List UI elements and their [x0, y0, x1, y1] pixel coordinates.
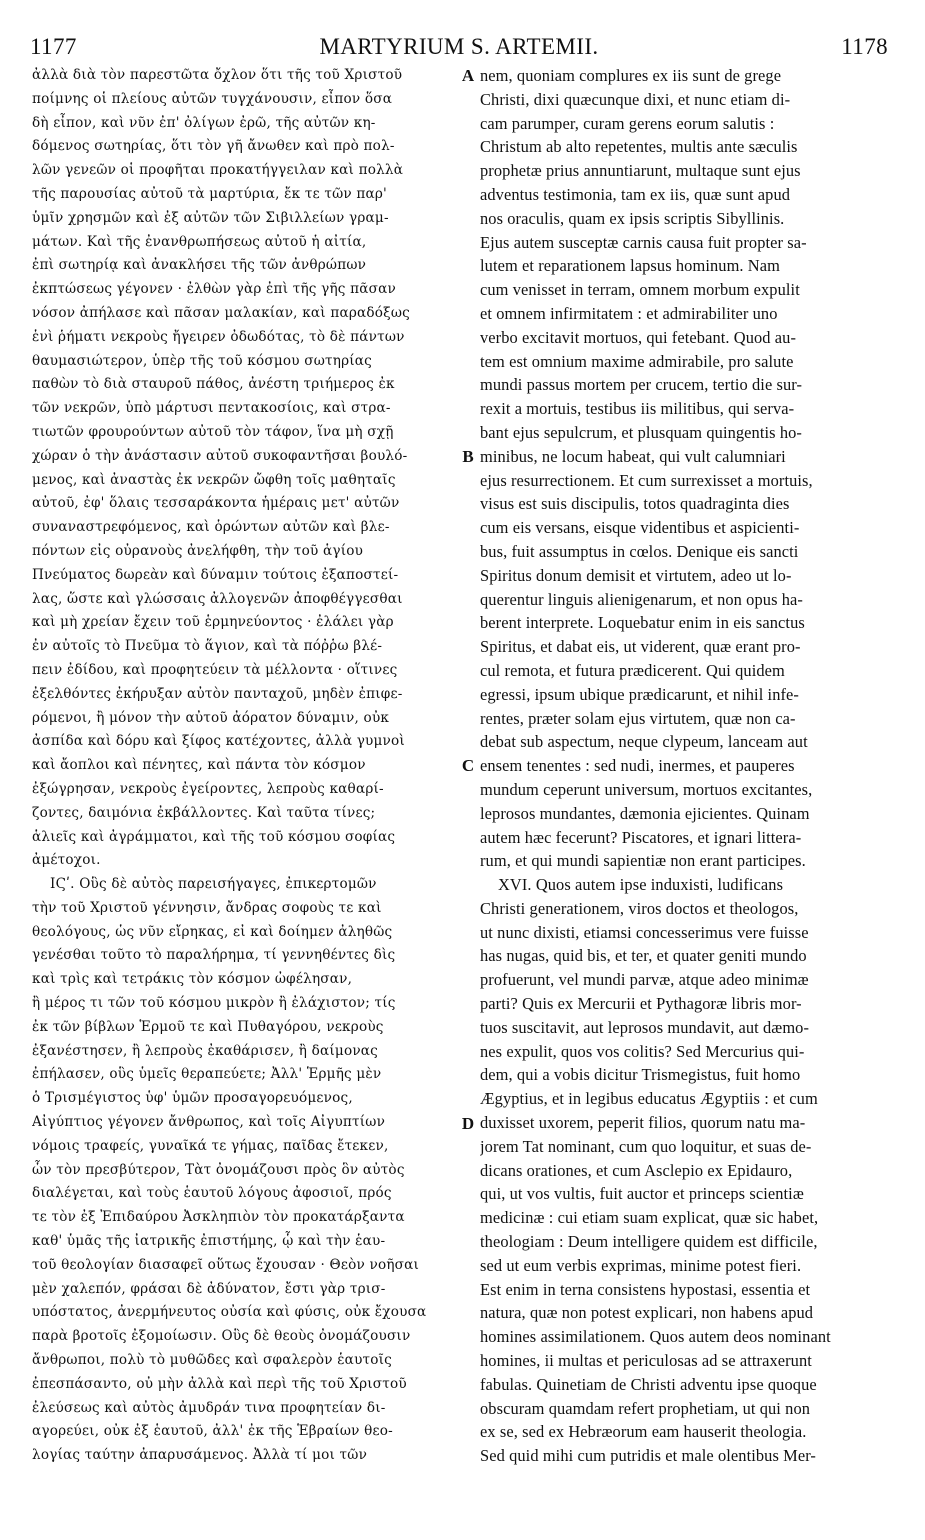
margin-letter-b: B	[462, 447, 474, 466]
text-line: theologiam : Deum intelligere quidem est difficile,	[480, 1232, 818, 1252]
text-line: Christi generationem, viros doctos et theologos,	[480, 898, 799, 918]
text-line: rum, et qui mundi sapientiæ non erant participes.	[480, 851, 806, 871]
text-line: bus, fuit assumptus in cœlos. Denique eis sancti	[480, 541, 799, 561]
text-line: ἐκ τῶν βίβλων Ἑρμοῦ τε καὶ Πυθαγόρου, νεκροὺς	[32, 1018, 384, 1035]
text-line: nes expulit, quos vos colitis? Sed Mercurius qui-	[480, 1041, 805, 1061]
text-line: cum eis versans, eisque videntibus et aspicienti-	[480, 518, 800, 538]
text-line: prophetæ prius annuntiarunt, multaque sunt ejus	[480, 161, 801, 181]
text-line: αὐτοῦ, ἐφ' ὅλαις τεσσαράκοντα ἡμέραις μετ' αὐτῶν	[32, 495, 400, 512]
text-line: has nugas, quid bis, et ter, et quater geniti mundo	[480, 946, 807, 966]
text-line: duxisset uxorem, peperit filios, quorum natu ma-	[480, 1113, 806, 1133]
text-line: bant ejus sepulcrum, et plusquam quingentis ho-	[480, 422, 802, 442]
text-line: τοῦ θεολογίαν διασαφεῖ οὕτως ἔχουσαν · Θεὸν νοῆσαι	[32, 1256, 420, 1273]
text-line: tuos suscitavit, aut leprosos mundavit, aut dæmo-	[480, 1017, 810, 1037]
text-line: homines assimilationem. Quos autem deos nominant	[480, 1327, 831, 1347]
text-line: συναναστρεφόμενος, καὶ ὁρώντων αὐτῶν καὶ βλε-	[32, 519, 390, 536]
text-line: ζοντες, δαιμόνια ἐκβάλλοντες. Καὶ ταῦτα τίνες;	[32, 804, 376, 821]
text-line: XVI. Quos autem ipse induxisti, ludificans	[498, 875, 784, 895]
text-line: ἀμέτοχοι.	[32, 852, 101, 869]
text-line: ἀλλὰ διὰ τὸν παρεστῶτα ὄχλον ὅτι τῆς τοῦ Χριστοῦ	[32, 67, 403, 83]
text-line: egressi, ipsum ubique prædicarunt, et nihil infe-	[480, 684, 799, 704]
text-line: verbo excitavit mortuos, qui fetebant. Quod au-	[480, 327, 797, 347]
text-line: minibus, ne locum habeat, qui vult calumniari	[480, 446, 786, 466]
text-line: visus est suis discipulis, totos quadraginta dies	[480, 494, 790, 514]
text-line: αγορεύει, οὐκ ἐξ ἑαυτοῦ, ἀλλ' ἐκ τῆς Ἑβραίων θεο-	[32, 1423, 393, 1440]
text-line: dem, qui a vobis dicitur Trismegistus, fuit homo	[480, 1065, 801, 1085]
text-line: fabulas. Quinetiam de Christi adventu ipse quoque	[480, 1374, 817, 1394]
greek-text-column	[32, 64, 456, 1468]
text-line: καθ' ὑμᾶς τῆς ἰατρικῆς ἐπιστήμης, ᾧ καὶ τὴν ἑαυ-	[32, 1233, 386, 1250]
text-line: obscuram quamdam refert prophetiam, ut qui non	[480, 1398, 811, 1418]
text-line: ἐν αὐτοῖς τὸ Πνεῦμα τὸ ἅγιον, καὶ τὰ πόῤῥω βλέ-	[32, 638, 383, 655]
text-line: πειν ἐδίδου, καὶ προφητεύειν τὰ μέλλοντα · οἵτινες	[32, 661, 398, 678]
text-line: θαυμασιώτερον, ὑπὲρ τῆς τοῦ κόσμου σωτηρίας	[32, 352, 372, 369]
text-line: Spiritus, et dabat eis, ut viderent, quæ erant pro-	[480, 637, 801, 657]
text-line: ἐξελθόντες ἐκήρυξαν αὐτὸν πανταχοῦ, μηδὲν ἐπιφε-	[32, 685, 403, 702]
text-line: ΙϚʹ. Οὓς δὲ αὐτὸς παρεισήγαγες, ἐπικερτομῶν	[50, 876, 377, 893]
text-line: ἐξώγρησαν, νεκροὺς ἐγείροντες, λεπροὺς καθαρί-	[32, 780, 384, 797]
text-line: ἐξανέστησεν, ἢ λεπροὺς ἐκαθάρισεν, ἢ δαίμονας	[32, 1042, 378, 1059]
margin-letter-c: C	[461, 756, 475, 775]
text-line: nem, quoniam complures ex iis sunt de grege	[480, 66, 782, 85]
text-line: λογίας ταύτην ἀπαρυσάμενος. Ἀλλὰ τί μοι τῶν	[32, 1447, 368, 1464]
text-line: νόσον ἀπήλασε καὶ πᾶσαν μαλακίαν, καὶ παραδόξως	[32, 304, 410, 321]
text-line: autem hæc fecerunt? Piscatores, et ignari littera-	[480, 827, 802, 847]
text-line: χώραν ὁ τὴν ἀνάστασιν αὐτοῦ συκοφαντῆσαι βουλό-	[32, 447, 408, 464]
text-line: cum venisset in terram, omnem morbum expulit	[480, 280, 800, 300]
text-line: ἐκπτώσεως γέγονεν · ἐλθὼν γὰρ ἐπὶ τῆς γῆς πᾶσαν	[32, 281, 396, 298]
text-line: tem est omnium maxime admirabile, pro salute	[480, 351, 794, 371]
text-line: ἐπὶ σωτηρίᾳ καὶ ἀνακλήσει τῆς τῶν ἀνθρώπων	[32, 257, 367, 274]
text-line: et omnem infirmitatem : et admirabiliter uno	[480, 303, 778, 323]
text-line: ἁλιεῖς καὶ ἀγράμματοι, καὶ τῆς τοῦ κόσμου σοφίας	[32, 828, 396, 845]
text-line: δόμενος σωτηρίας, ὅτι τὸν γῆ ἄνωθεν καὶ πρὸ πολ-	[32, 138, 395, 155]
text-line: καὶ μὴ χρείαν ἔχειν τοῦ ἑρμηνεύοντος · ἐλάλει γὰρ	[32, 614, 394, 631]
text-line: παθὼν τὸ διὰ σταυροῦ πάθος, ἀνέστη τριήμερος ἐκ	[32, 376, 395, 393]
text-line: ἢ μέρος τι τῶν τοῦ κόσμου μικρὸν ἢ ἐλάχιστον; τίς	[32, 995, 396, 1012]
text-line: τὴν τοῦ Χριστοῦ γέννησιν, ἄνδρας σοφοὺς τε καὶ	[32, 899, 382, 916]
text-line: διαλέγεται, καὶ τοὺς ἑαυτοῦ λόγους ἀφοσιοῖ, πρός	[32, 1185, 392, 1202]
text-line: Christi, dixi quæcunque dixi, et nunc etiam di-	[480, 89, 791, 109]
text-line: debat sub aspectum, neque clypeum, lanceam aut	[480, 732, 808, 752]
text-line: medicinæ : cui etiam suam explicat, quæ sic habet,	[480, 1208, 819, 1228]
running-title: MARTYRIUM S. ARTEMII.	[319, 34, 599, 59]
text-line: λῶν γενεῶν οἱ προφῆται προκατήγγειλαν καὶ πολλὰ	[32, 162, 404, 179]
text-line: cul remota, et futura prædicerent. Qui quidem	[480, 660, 785, 680]
text-line: τιωτῶν φρουρούντων αὐτοῦ τὸν τάφον, ἵνα μὴ σχῇ	[32, 423, 394, 440]
text-line: θεολόγους, ὡς νῦν εἴρηκας, εἰ καὶ δοίημεν ἀληθῶς	[32, 923, 393, 940]
text-line: ὁ Τρισμέγιστος ὑφ' ὑμῶν προσαγορευόμενος,	[32, 1090, 353, 1107]
text-line: Sed quid mihi cum putridis et male olentibus Mer-	[480, 1446, 816, 1466]
text-line: τῶν νεκρῶν, ὑπὸ μάρτυσι πεντακοσίοις, καὶ στρα-	[32, 400, 391, 417]
text-line: τε τὸν ἐξ Ἐπιδαύρου Ἀσκληπιὸν τὸν προκατάρξαντα	[32, 1209, 405, 1226]
page-header	[30, 34, 888, 60]
text-line: lutem et reparationem lapsus hominum. Nam	[480, 256, 780, 276]
text-line: παρὰ βροτοῖς ἐξομοίωσιν. Οὓς δὲ θεοὺς ὀνομάζουσιν	[32, 1328, 411, 1345]
text-line: καὶ ἄοπλοι καὶ πένητες, καὶ πάντα τὸν κόσμον	[32, 757, 366, 774]
text-line: natura, quæ non potest explicari, non habens apud	[480, 1303, 814, 1323]
text-line: jorem Tat nominant, cum quo loquitur, et suas de-	[480, 1136, 812, 1156]
left-page-number: 1177	[30, 34, 77, 59]
text-line: λας, ὥστε καὶ γλώσσαις ἀλλογενῶν ἀποφθέγγεσθαι	[32, 590, 403, 607]
text-line: nos oraculis, quam ex ipsis scriptis Sibyllinis.	[480, 208, 785, 228]
text-line: profuerunt, vel mundi parvæ, atque adeo minimæ	[480, 970, 809, 990]
text-line: ἐπεσπάσαντο, οὐ μὴν ἀλλὰ καὶ περὶ τῆς τοῦ Χριστοῦ	[32, 1375, 407, 1392]
text-line: rexit a mortuis, testibus iis militibus, qui serva-	[480, 399, 795, 419]
text-line: πόντων εἰς οὐρανοὺς ἀνελήφθη, τὴν τοῦ ἁγίου	[32, 542, 364, 559]
text-line: parti? Quis ex Mercurii et Pythagoræ libris mor-	[480, 994, 802, 1014]
text-line: καὶ τρὶς καὶ τετράκις τὸν κόσμον ὠφέλησαν,	[32, 971, 353, 988]
text-line: ensem tenentes : sed nudi, inermes, et pauperes	[480, 756, 795, 776]
text-line: ὧν τὸν πρεσβύτερον, Τὰτ ὀνομάζουσι πρὸς ὃν αὐτὸς	[32, 1161, 405, 1178]
text-line: qui, ut vos vultis, fuit auctor et princeps scientiæ	[480, 1184, 804, 1204]
text-line: υπόστατος, ἀνερμήνευτος οὐσία καὶ φύσις, οὐκ ἔχουσα	[32, 1304, 427, 1321]
margin-letter-a: A	[461, 66, 475, 85]
text-line: ὑμῖν χρησμῶν καὶ ἐξ αὐτῶν τῶν Σιβιλλείων γραμ-	[32, 209, 389, 226]
text-line: homines, ii multas et periculosas ad se attraxerunt	[480, 1351, 812, 1371]
text-line: Spiritus donum demisit et virtutem, adeo ut lo-	[480, 565, 792, 585]
text-line: cam parumper, curam gerens eorum salutis :	[480, 113, 775, 133]
text-line: Αἰγύπτιος γέγονεν ἄνθρωπος, καὶ τοῖς Αἰγυπτίων	[32, 1114, 386, 1131]
text-line: querentur linguis alienigenarum, et non opus ha-	[480, 589, 803, 609]
text-line: ἑνὶ ῥήματι νεκροὺς ἤγειρεν ὀδωδότας, τὸ δὲ πάντων	[32, 328, 405, 345]
text-line: Est enim in terna consistens hypostasi, essentia et	[480, 1279, 811, 1299]
text-line: sed ut eum verbis exprimas, minime potest fieri.	[480, 1255, 802, 1275]
text-line: berent interprete. Loquebatur enim in eis sanctus	[480, 613, 805, 633]
text-line: ejus resurrectionem. Et cum surrexisset a mortuis,	[480, 470, 813, 490]
text-line: ut nunc dixisti, etiamsi concesserimus vere fuisse	[480, 922, 809, 942]
text-line: μενος, καὶ ἀναστὰς ἐκ νεκρῶν ὤφθη τοῖς μαθηταῖς	[32, 471, 396, 488]
text-line: τῆς παρουσίας αὐτοῦ τὰ μαρτύρια, ἔκ τε τῶν παρ'	[32, 185, 387, 202]
text-line: Ægyptius, et in legibus educatus Ægyptiis : et cum	[480, 1089, 818, 1109]
text-line: Ejus autem susceptæ carnis causa fuit propter sa-	[480, 232, 807, 252]
text-line: ex se, sed ex Hebræorum eam hauserit theologia.	[480, 1422, 807, 1442]
text-line: ἀσπίδα καὶ δόρυ καὶ ξίφος κατέχοντες, ἀλλὰ γυμνοὶ	[32, 733, 405, 750]
text-line: ἐπήλασεν, οὓς ὑμεῖς θεραπεύετε; Ἀλλ' Ἑρμῆς μὲν	[32, 1066, 382, 1083]
text-line: νόμοις τραφείς, γυναῖκά τε γήμας, παῖδας ἔτεκεν,	[32, 1137, 389, 1154]
text-line: mundum ceperunt universum, mortuos excitantes,	[480, 779, 813, 799]
text-line: γενέσθαι τοῦτο τὸ παραλήρημα, τί γεννηθέντες δὶς	[32, 947, 396, 964]
text-line: ἐλεύσεως καὶ αὐτὸς ἀμυδράν τινα προφητείαν δι-	[32, 1399, 386, 1416]
text-line: μὲν χαλεπόν, φράσαι δὲ ἀδύνατον, ἔστι γὰρ τρισ-	[32, 1280, 386, 1297]
text-line: dicans orationes, et cum Asclepio ex Epidauro,	[480, 1160, 793, 1180]
text-line: Christum ab alto repetentes, multis ante sæculis	[480, 137, 798, 157]
text-line: ἄνθρωποι, πολὺ τὸ μυθῶδες καὶ σφαλερὸν ἑαυτοῖς	[32, 1352, 392, 1369]
latin-text-column	[480, 64, 895, 1468]
text-line: ρόμενοι, ἢ μόνον τὴν αὐτοῦ ἀόρατον δύναμιν, οὐκ	[32, 709, 390, 726]
text-line: leprosos mundantes, dæmonia ejicientes. Quinam	[480, 803, 810, 823]
text-line: ποίμνης οἱ πλείους αὐτῶν τυγχάνουσιν, εἶπον ὅσα	[32, 90, 393, 107]
text-line: rentes, præter solam ejus virtutem, quæ non ca-	[480, 708, 796, 728]
right-page-number: 1178	[841, 34, 888, 59]
text-line: μάτων. Καὶ τῆς ἐνανθρωπήσεως αὐτοῦ ἡ αἰτία,	[32, 233, 367, 250]
text-line: mundi passus mortem per crucem, tertio die sur-	[480, 375, 803, 395]
text-line: adventus testimonia, tam ex iis, quæ sunt apud	[480, 184, 791, 204]
text-line: Πνεύματος δωρεὰν καὶ δύναμιν τούτοις ἐξαποστεί-	[32, 566, 399, 583]
margin-letter-d: D	[461, 1114, 475, 1133]
text-line: δὴ εἶπον, καὶ νῦν ἐπ' ὀλίγων ἐρῶ, τῆς αὐτῶν κη-	[32, 114, 376, 131]
